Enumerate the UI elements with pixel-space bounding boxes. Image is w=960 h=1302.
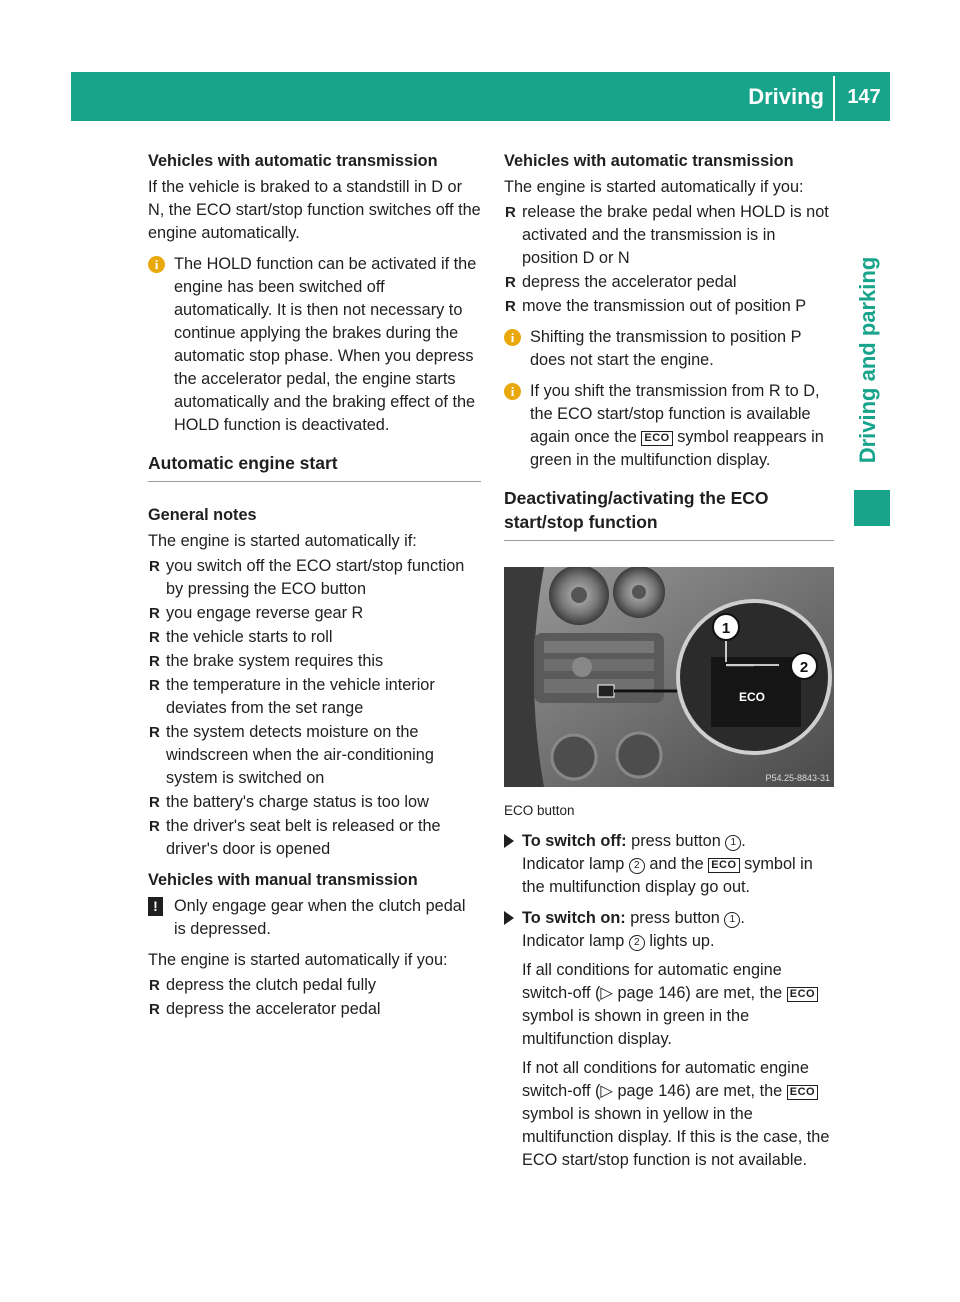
paragraph: If all conditions for automatic engine switch-off (▷ page 146) are met, the ECO symbol is shown in green in the multifunction display. [522, 959, 834, 1051]
info-note [504, 380, 834, 472]
eco-symbol-icon: ECO [787, 987, 818, 1002]
list-item: R the vehicle starts to roll [148, 626, 481, 649]
callout-1-icon: 1 [725, 835, 741, 851]
eco-symbol-icon: ECO [787, 1085, 818, 1100]
warning-icon: ! [148, 897, 163, 916]
bullet-icon: R [149, 794, 160, 811]
heading-general-notes: General notes [148, 506, 257, 524]
list-item: R the battery's charge status is too low [148, 791, 481, 814]
eco-symbol-icon: ECO [641, 431, 672, 446]
side-tab-marker [854, 490, 890, 526]
list-item: R the system detects moisture on the windscreen when the air-conditioning system is switched on [149, 723, 434, 787]
section-heading-automatic-engine-start: Automatic engine start [148, 451, 481, 482]
instruction-step: To switch on: press button 1 . Indicator lamp 2 lights up. If all conditions for automatic engine switch-off (▷ page 146) are met, the ECO symbol is shown in green in the multifunction display. If not all conditions for automatic engine switch-off (▷ page 146) are met, the ECO symbol is shown in yellow in the multifunction display. If this is the case, the ECO start/stop function is not available. [504, 907, 834, 1172]
info-icon: i [148, 256, 165, 273]
bullet-icon: R [149, 677, 160, 694]
bullet-icon: R [505, 204, 516, 221]
info-note-text: The HOLD function can be activated if the engine has been switched off automatically. It is then not necessary to continue applying the brakes during the automatic stop phase. When you depress the accelerator pedal, the engine starts automatically and the braking effect of the HOLD function is deactivated. [174, 255, 477, 434]
info-note-text: symbol reappears in green in the multifunction display. [530, 428, 824, 469]
heading-manual-transmission: Vehicles with manual transmission [148, 871, 418, 889]
bullet-icon: R [505, 274, 516, 291]
info-icon: i [504, 329, 521, 346]
paragraph: If the vehicle is braked to a standstill in D or N, the ECO start/stop function switches off the engine automatically. [148, 178, 481, 242]
header-divider [833, 76, 835, 121]
bullet-icon: R [149, 558, 160, 575]
bullet-icon: R [149, 977, 160, 994]
callout-1-icon: 1 [724, 912, 740, 928]
info-icon: i [504, 383, 521, 400]
step-label: To switch on: [522, 909, 626, 927]
instruction-step: To switch off: press button 1 . Indicator lamp 2 and the ECO symbol in the multifunction display go out. [504, 830, 834, 899]
dashboard-illustration [504, 567, 834, 787]
list-item: R release the brake pedal when HOLD is not activated and the transmission is in position D or N [505, 203, 829, 267]
paragraph: The engine is started automatically if: [148, 532, 417, 550]
bullet-icon: R [149, 605, 160, 622]
bullet-icon: R [149, 629, 160, 646]
list-item: R depress the accelerator pedal [504, 271, 834, 294]
page-header-title: Driving [748, 84, 824, 109]
bullet-list [504, 201, 834, 318]
step-arrow-icon [504, 834, 514, 848]
step-arrow-icon [504, 911, 514, 925]
list-item: R the brake system requires this [148, 650, 481, 673]
info-note [148, 253, 481, 437]
photo-callout-1: 1 [721, 620, 731, 637]
list-item: R the temperature in the vehicle interior deviates from the set range [149, 676, 435, 717]
photo-callout-2: 2 [799, 659, 809, 676]
page-reference-link[interactable]: page 146) are met, the [617, 1082, 783, 1100]
info-note-text: Shifting the transmission to position P does not start the engine. [530, 328, 802, 369]
page-ref-arrow-icon: ▷ [600, 984, 613, 1002]
eco-symbol-icon: ECO [708, 858, 739, 873]
info-note-text: If you shift the transmission from R to D, the ECO start/stop function is available again once the [530, 382, 820, 446]
paragraph: The engine is started automatically if you: [148, 951, 448, 969]
list-item: R depress the accelerator pedal [148, 998, 481, 1021]
eco-button-photo [504, 567, 834, 787]
list-item: R you engage reverse gear R [148, 602, 481, 625]
photo-caption: ECO button [504, 803, 575, 818]
section-heading-deactivating-eco: Deactivating/activating the ECO start/stop function [504, 486, 834, 541]
bullet-icon: R [149, 653, 160, 670]
side-tab-label: Driving and parking [855, 256, 880, 464]
bullet-icon: R [149, 818, 160, 835]
photo-eco-label: ECO [738, 690, 766, 704]
list-item: R move the transmission out of position P [504, 295, 834, 318]
heading-automatic-transmission: Vehicles with automatic transmission [504, 152, 794, 170]
page-reference-link[interactable]: page 146) are met, the [617, 984, 783, 1002]
step-label: To switch off: [522, 832, 627, 850]
page-number: 147 [847, 86, 881, 108]
paragraph: If not all conditions for automatic engine switch-off (▷ page 146) are met, the ECO symbol is shown in yellow in the multifunction display. If this is the case, the ECO start/stop function is not available. [522, 1059, 830, 1169]
warning-note [148, 895, 481, 941]
bullet-icon: R [505, 298, 516, 315]
bullet-list [148, 555, 481, 861]
left-column [148, 150, 481, 1029]
photo-code: P54.25-8843-31 [765, 773, 830, 783]
heading-automatic-transmission: Vehicles with automatic transmission [148, 152, 438, 170]
warning-note-text: Only engage gear when the clutch pedal is depressed. [174, 897, 466, 938]
page-ref-arrow-icon: ▷ [600, 1082, 613, 1100]
bullet-icon: R [149, 724, 160, 741]
info-note [504, 326, 834, 372]
bullet-list [148, 974, 481, 1021]
list-item: R the driver's seat belt is released or the driver's door is opened [149, 817, 441, 858]
right-column [504, 150, 834, 1180]
paragraph: The engine is started automatically if you: [504, 178, 804, 196]
bullet-icon: R [149, 1001, 160, 1018]
callout-2-icon: 2 [629, 935, 645, 951]
callout-2-icon: 2 [629, 858, 645, 874]
list-item: R you switch off the ECO start/stop function by pressing the ECO button [149, 557, 465, 598]
list-item: R depress the clutch pedal fully [148, 974, 481, 997]
